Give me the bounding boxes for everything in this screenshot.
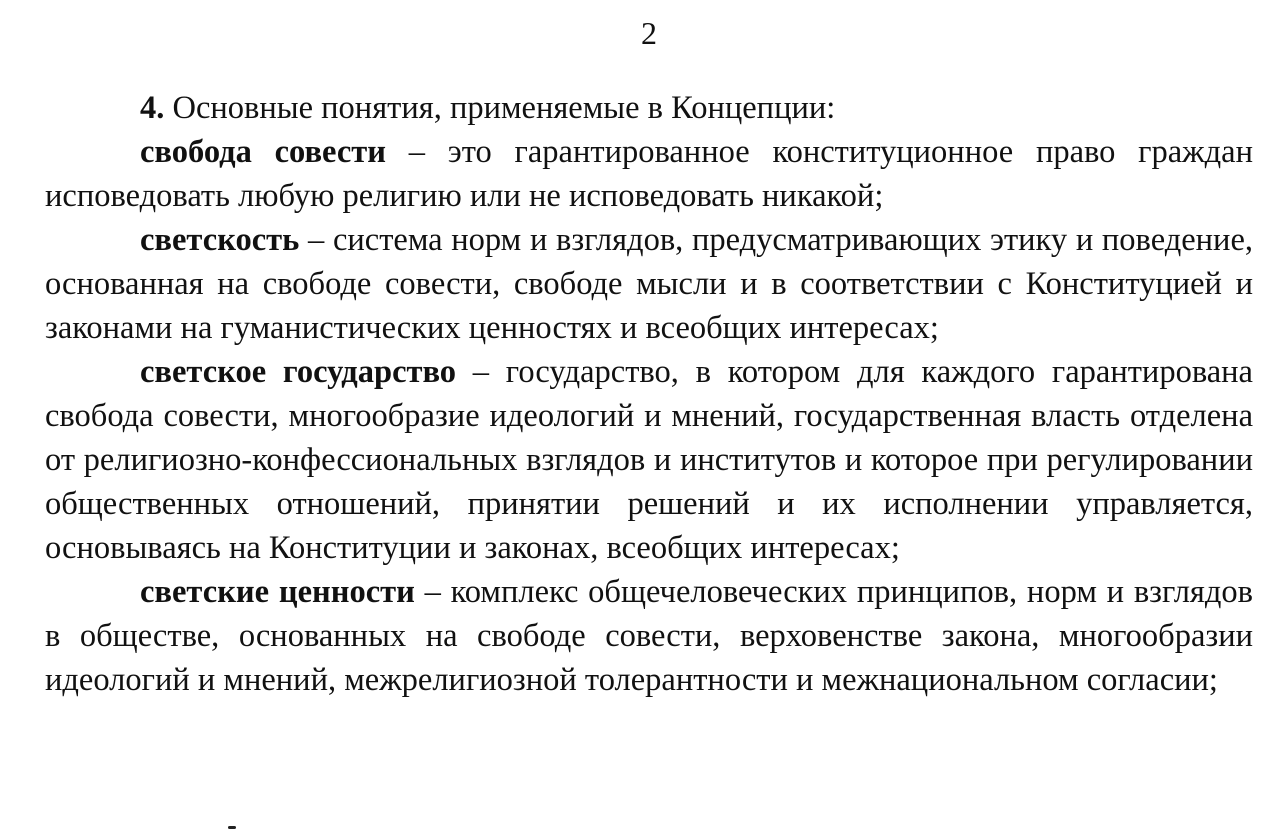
definition-term: светское государство: [140, 354, 457, 390]
definition-secularism: [45, 218, 1253, 350]
cut-off-text-fragment: [228, 826, 236, 829]
section-heading-text: Основные понятия, применяемые в Концепции:: [164, 90, 836, 126]
document-page: [45, 14, 1253, 702]
definition-term: светские ценности: [140, 574, 415, 610]
definition-secular-values: [45, 570, 1253, 702]
definition-text: – система норм и взглядов, предусматривающих этику и поведение, основанная на свободе совести, свободе мысли и в соответствии с Конституцией и законами на гуманистических ценностях и всеобщих интересах;: [45, 222, 1253, 346]
definition-secular-state: [45, 350, 1253, 570]
definition-term: светскость: [140, 222, 300, 258]
page-number: 2: [641, 15, 657, 51]
definition-text: – это гарантированное конституционное право граждан исповедовать любую религию или не исповедовать никакой;: [45, 134, 1253, 214]
section-number: 4.: [140, 90, 165, 126]
definition-text: – комплекс общечеловеческих принципов, норм и взглядов в обществе, основанных на свободе совести, верховенстве закона, многообразии идеологий и мнений, межрелигиозной толерантности и межнациональном согласии;: [45, 574, 1254, 698]
section-heading: [45, 86, 1253, 130]
definition-term: свобода совести: [140, 134, 386, 170]
definition-text: – государство, в котором для каждого гарантирована свобода совести, многообразие идеологий и мнений, государственная власть отделена от религиозно-конфессиональных взглядов и институтов и которое при регулировании общественных отношений, принятии решений и их исполнении управляется, основываясь на Конституции и законах, всеобщих интересах;: [45, 354, 1253, 566]
definition-freedom-of-conscience: [45, 130, 1253, 218]
